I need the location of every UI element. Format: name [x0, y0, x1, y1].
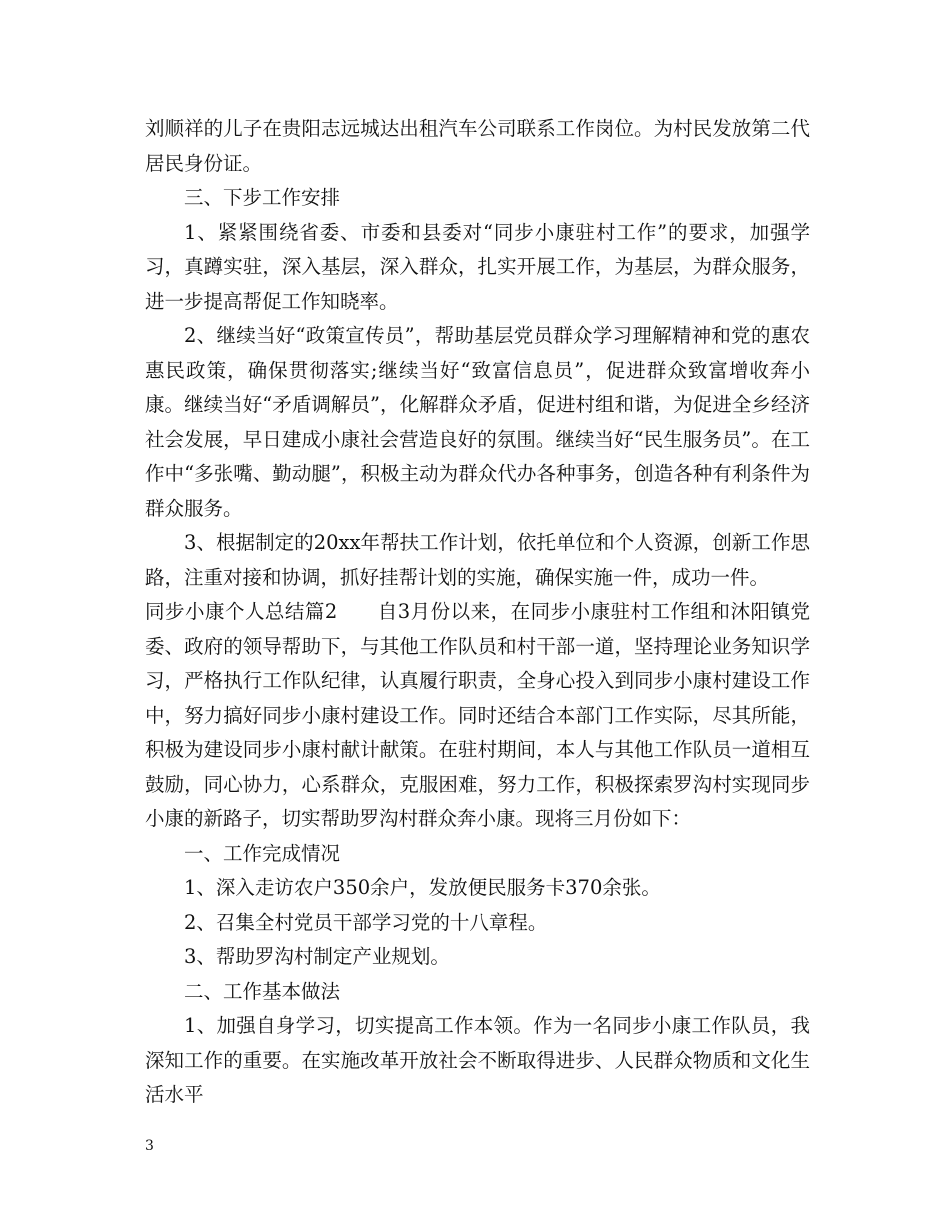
section-2-text: 自3月份以来，在同步小康驻村工作组和沐阳镇党委、政府的领导帮助下，与其他工作队员和村干部一道，坚持理论业务知识学习，严格执行工作队纪律，认真履行职责，全身心投入到同步小康村建设工作中，努力搞好同步小康村建设工作。同时还结合本部门工作实际，尽其所能，积极为建设同步小康村献计献策。在驻村期间，本人与其他工作队员一道相互鼓励，同心协力，心系群众，克服困难，努力工作，积极探索罗沟村实现同步小康的新路子，切实帮助罗沟村群众奔小康。现将三月份如下：	[145, 600, 810, 830]
section-2-paragraph	[145, 595, 810, 837]
paragraph-step-1: 1、紧紧围绕省委、市委和县委对“同步小康驻村工作”的要求，加强学习，真蹲实驻，深入基层，深入群众，扎实开展工作，为基层，为群众服务，进一步提高帮促工作知晓率。	[145, 220, 810, 313]
paragraph-1: 刘顺祥的儿子在贵阳志远城达出租汽车公司联系工作岗位。为村民发放第二代居民身份证。	[145, 117, 810, 175]
list-item-industry-plan: 3、帮助罗沟村制定产业规划。	[184, 945, 450, 968]
list-item-party-study: 2、召集全村党员干部学习党的十八章程。	[184, 910, 548, 934]
paragraph-step-2: 2、继续当好“政策宣传员”，帮助基层党员群众学习理解精神和党的惠农惠民政策，确保贯彻落实;继续当好“致富信息员”，促进群众致富增收奔小康。继续当好“矛盾调解员”，化解群众矛盾，促进村组和谐，为促进全乡经济社会发展，早日建成小康社会营造良好的氛围。继续当好“民生服务员”。在工作中“多张嘴、勤动腿”，积极主动为群众代办各种事务，创造各种有利条件为群众服务。	[145, 324, 810, 520]
paragraph-step-3: 3、根据制定的20xx年帮扶工作计划，依托单位和个人资源，创新工作思路，注重对接和协调，抓好挂帮计划的实施，确保实施一件，成功一件。	[145, 531, 810, 589]
paragraph-self-study: 1、加强自身学习，切实提高工作本领。作为一名同步小康工作队员，我深知工作的重要。在实施改革开放社会不断取得进步、人民群众物质和文化生活水平	[145, 1014, 810, 1106]
section-heading-basic-methods: 二、工作基本做法	[184, 979, 341, 1003]
section-heading-work-completed: 一、工作完成情况	[184, 841, 341, 865]
document-body	[145, 112, 810, 1113]
list-item-visits: 1、深入走访农户350余户，发放便民服务卡370余张。	[184, 876, 661, 899]
page-number: 3	[145, 1138, 154, 1154]
section-2-heading: 同步小康个人总结篇2	[145, 600, 338, 623]
section-heading-next-steps: 三、下步工作安排	[184, 186, 341, 209]
